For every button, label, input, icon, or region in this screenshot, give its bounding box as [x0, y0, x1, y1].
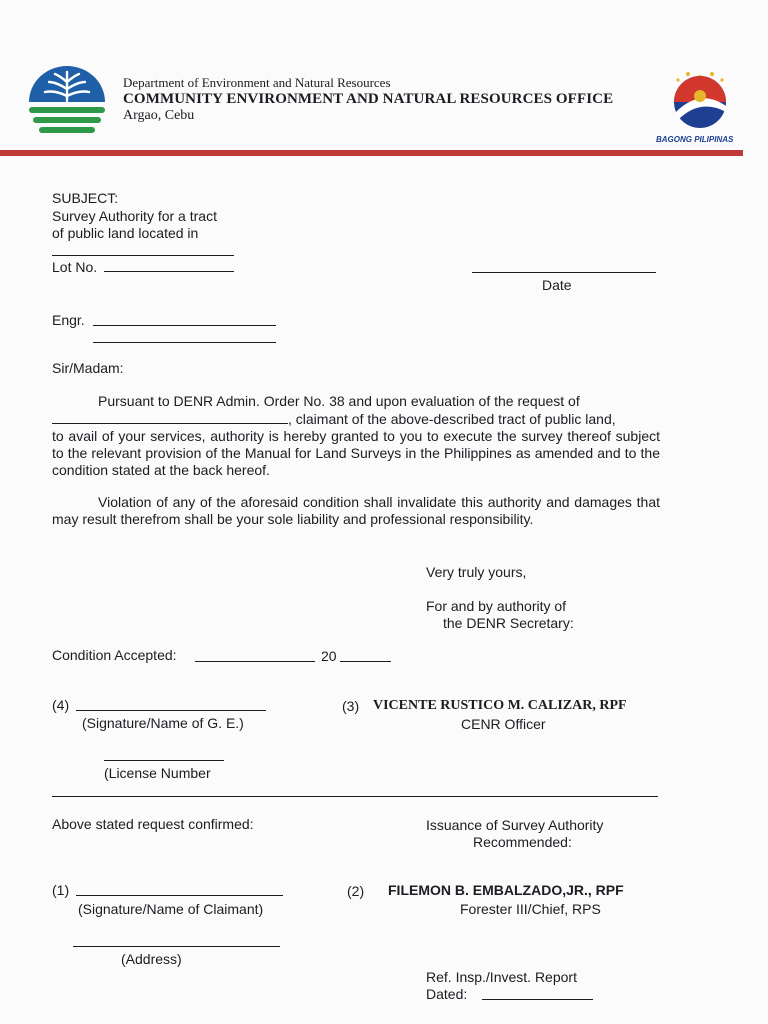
signatory-1-blank[interactable] — [76, 895, 283, 896]
engr-name-blank[interactable] — [93, 325, 276, 326]
address-caption: (Address) — [121, 951, 182, 967]
location-blank[interactable] — [52, 255, 234, 256]
authority-paragraph — [52, 393, 660, 479]
subject-line-2: of public land located in — [52, 225, 199, 241]
subject-line-1: Survey Authority for a tract — [52, 208, 217, 224]
closing-regards: Very truly yours, — [426, 564, 527, 580]
confirmed-label: Above stated request confirmed: — [52, 816, 254, 832]
subject-heading: SUBJECT: — [52, 190, 119, 206]
signatory-3-number: (3) — [342, 698, 360, 714]
signatory-1-number: (1) — [52, 882, 70, 898]
ref-dated-blank[interactable] — [482, 999, 593, 1000]
department-name: Department of Environment and Natural Resources — [123, 75, 391, 90]
signatory-4-blank[interactable] — [76, 710, 266, 711]
address-blank[interactable] — [73, 946, 280, 947]
signatory-2-number: (2) — [347, 883, 365, 899]
acceptance-date-blank[interactable] — [195, 661, 315, 662]
license-caption: (License Number — [104, 765, 211, 781]
condition-accepted-label: Condition Accepted: — [52, 647, 177, 663]
header-divider — [0, 150, 743, 156]
signatory-3-title: CENR Officer — [461, 716, 546, 732]
lot-no-blank[interactable] — [104, 271, 234, 272]
violation-paragraph: Violation of any of the aforesaid condition shall invalidate this authority and damages that may result therefrom shall be your sole liability and professional responsibility. — [52, 494, 660, 527]
denr-logo-icon — [25, 64, 109, 142]
license-blank[interactable] — [104, 760, 224, 761]
year-blank[interactable] — [340, 661, 391, 662]
signatory-1-caption: (Signature/Name of Claimant) — [78, 901, 264, 917]
bagong-pilipinas-label: BAGONG PILIPINAS — [656, 135, 734, 144]
authority-line-2 — [52, 410, 660, 428]
lot-no-label: Lot No. — [52, 259, 98, 275]
bagong-pilipinas-logo-icon — [664, 66, 736, 136]
authority-rest: to avail of your services, authority is hereby granted to you to execute the survey thereof subject to the relevant provision of the Manual for Land Surveys in the Philippines as amended and to the condition stated at the back hereof. — [52, 428, 660, 478]
salutation: Sir/Madam: — [52, 360, 124, 376]
authority-line-2-text: , claimant of the above-described tract of public land, — [288, 411, 616, 427]
office-name: COMMUNITY ENVIRONMENT AND NATURAL RESOURCES OFFICE — [123, 91, 614, 107]
date-blank[interactable] — [472, 272, 656, 273]
authority-line-a: For and by authority of — [426, 598, 567, 614]
section-divider — [52, 796, 658, 797]
issuance-line-2: Recommended: — [473, 834, 572, 850]
ref-dated-label: Dated: — [426, 986, 468, 1002]
signatory-3-name: VICENTE RUSTICO M. CALIZAR, RPF — [373, 698, 627, 713]
claimant-blank[interactable] — [52, 410, 288, 424]
authority-line-1: Pursuant to DENR Admin. Order No. 38 and upon evaluation of the request of — [98, 393, 580, 409]
ref-report-label: Ref. Insp./Invest. Report — [426, 969, 577, 985]
issuance-line-1: Issuance of Survey Authority — [426, 817, 604, 833]
engr-address-blank[interactable] — [93, 342, 276, 343]
signatory-2-title: Forester III/Chief, RPS — [460, 901, 601, 917]
office-location: Argao, Cebu — [123, 108, 195, 123]
signatory-2-name: FILEMON B. EMBALZADO,JR., RPF — [388, 882, 624, 898]
signatory-4-number: (4) — [52, 697, 70, 713]
date-label: Date — [542, 277, 572, 293]
year-prefix: 20 — [321, 648, 337, 664]
authority-line-b: the DENR Secretary: — [443, 615, 574, 631]
engr-label: Engr. — [52, 312, 85, 328]
signatory-4-caption: (Signature/Name of G. E.) — [82, 715, 244, 731]
